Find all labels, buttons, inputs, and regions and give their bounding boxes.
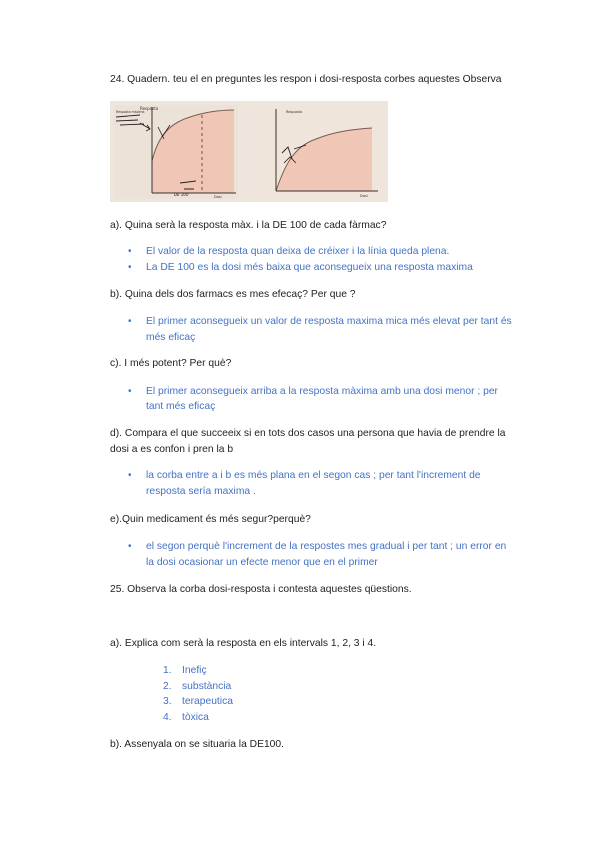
q24e-answer-line2: la dosi ocasionar un efecte menor que en el primer [146, 557, 378, 568]
left-annot: DE 100 [174, 192, 189, 197]
bullet-icon: • [128, 246, 132, 257]
right-xlabel: Dosi [360, 194, 368, 198]
q25a-item-4-num: 4. [163, 712, 172, 723]
q24c-answer-line2: tant més eficaç [146, 401, 216, 412]
left-xlabel: Dosi [214, 195, 222, 199]
right-ylabel: Resposta [286, 110, 302, 114]
q25a-item-1: Inefiç [182, 665, 207, 676]
q25b-question: b). Assenyala on se situaria la DE100. [110, 739, 285, 750]
q24b-answer-line1: El primer aconsegueix un valor de resposta maxima mica més elevat per tant és [146, 316, 512, 327]
q24d-question-line1: d). Compara el que succeeix si en tots dos casos una persona que havia de prendre la [110, 428, 506, 439]
q24b-answer-line2: més eficaç [146, 332, 196, 343]
bullet-icon: • [128, 541, 132, 552]
q24d-answer-line1: la corba entre a i b es més plana en el segon cas ; per tant l'increment de [146, 470, 481, 481]
bullet-icon: • [128, 386, 132, 397]
q24a-answer-1: El valor de la resposta quan deixa de créixer i la línia queda plena. [146, 246, 450, 257]
q24c-answer-line1: El primer aconsegueix arriba a la resposta màxima amb una dosi menor ; per [146, 386, 498, 397]
q25a-item-1-num: 1. [163, 665, 172, 676]
q25a-question: a). Explica com serà la resposta en els intervals 1, 2, 3 i 4. [110, 638, 377, 649]
q24d-answer-line2: resposta sería maxima . [146, 486, 256, 497]
q24b-question: b). Quina dels dos farmacs es mes efecaç? Per que ? [110, 289, 356, 300]
left-ylabel2: Resposta màxima [116, 110, 145, 114]
q25a-item-3-num: 3. [163, 696, 172, 707]
q25a-item-2-num: 2. [163, 681, 172, 692]
bullet-icon: • [128, 262, 132, 273]
q24a-answer-2: La DE 100 es la dosi més baixa que aconsegueix una resposta maxima [146, 262, 473, 273]
q25a-item-3: terapeutica [182, 696, 233, 707]
dose-response-figure [110, 101, 388, 202]
q24c-question: c). I més potent? Per què? [110, 358, 232, 369]
q24d-question-line2: dosi a es confon i pren la b [110, 444, 234, 455]
q24e-question: e).Quin medicament és més segur?perquè? [110, 514, 311, 525]
q24-heading: 24. Quadern. teu el en preguntes les respon i dosi-resposta corbes aquestes Observa [110, 74, 502, 85]
q25-heading: 25. Observa la corba dosi-resposta i contesta aquestes qüestions. [110, 584, 412, 595]
bullet-icon: • [128, 316, 132, 327]
q25a-item-2: substància [182, 681, 232, 692]
q24e-answer-line1: el segon perquè l'increment de la respostes mes gradual i per tant ; un error en [146, 541, 507, 552]
q25a-item-4: tòxica [182, 712, 209, 723]
q24a-question: a). Quina serà la resposta màx. i la DE 100 de cada fàrmac? [110, 220, 387, 231]
bullet-icon: • [128, 470, 132, 481]
dose-response-photo [110, 101, 388, 202]
left-ylabel: Resposta [140, 106, 159, 111]
